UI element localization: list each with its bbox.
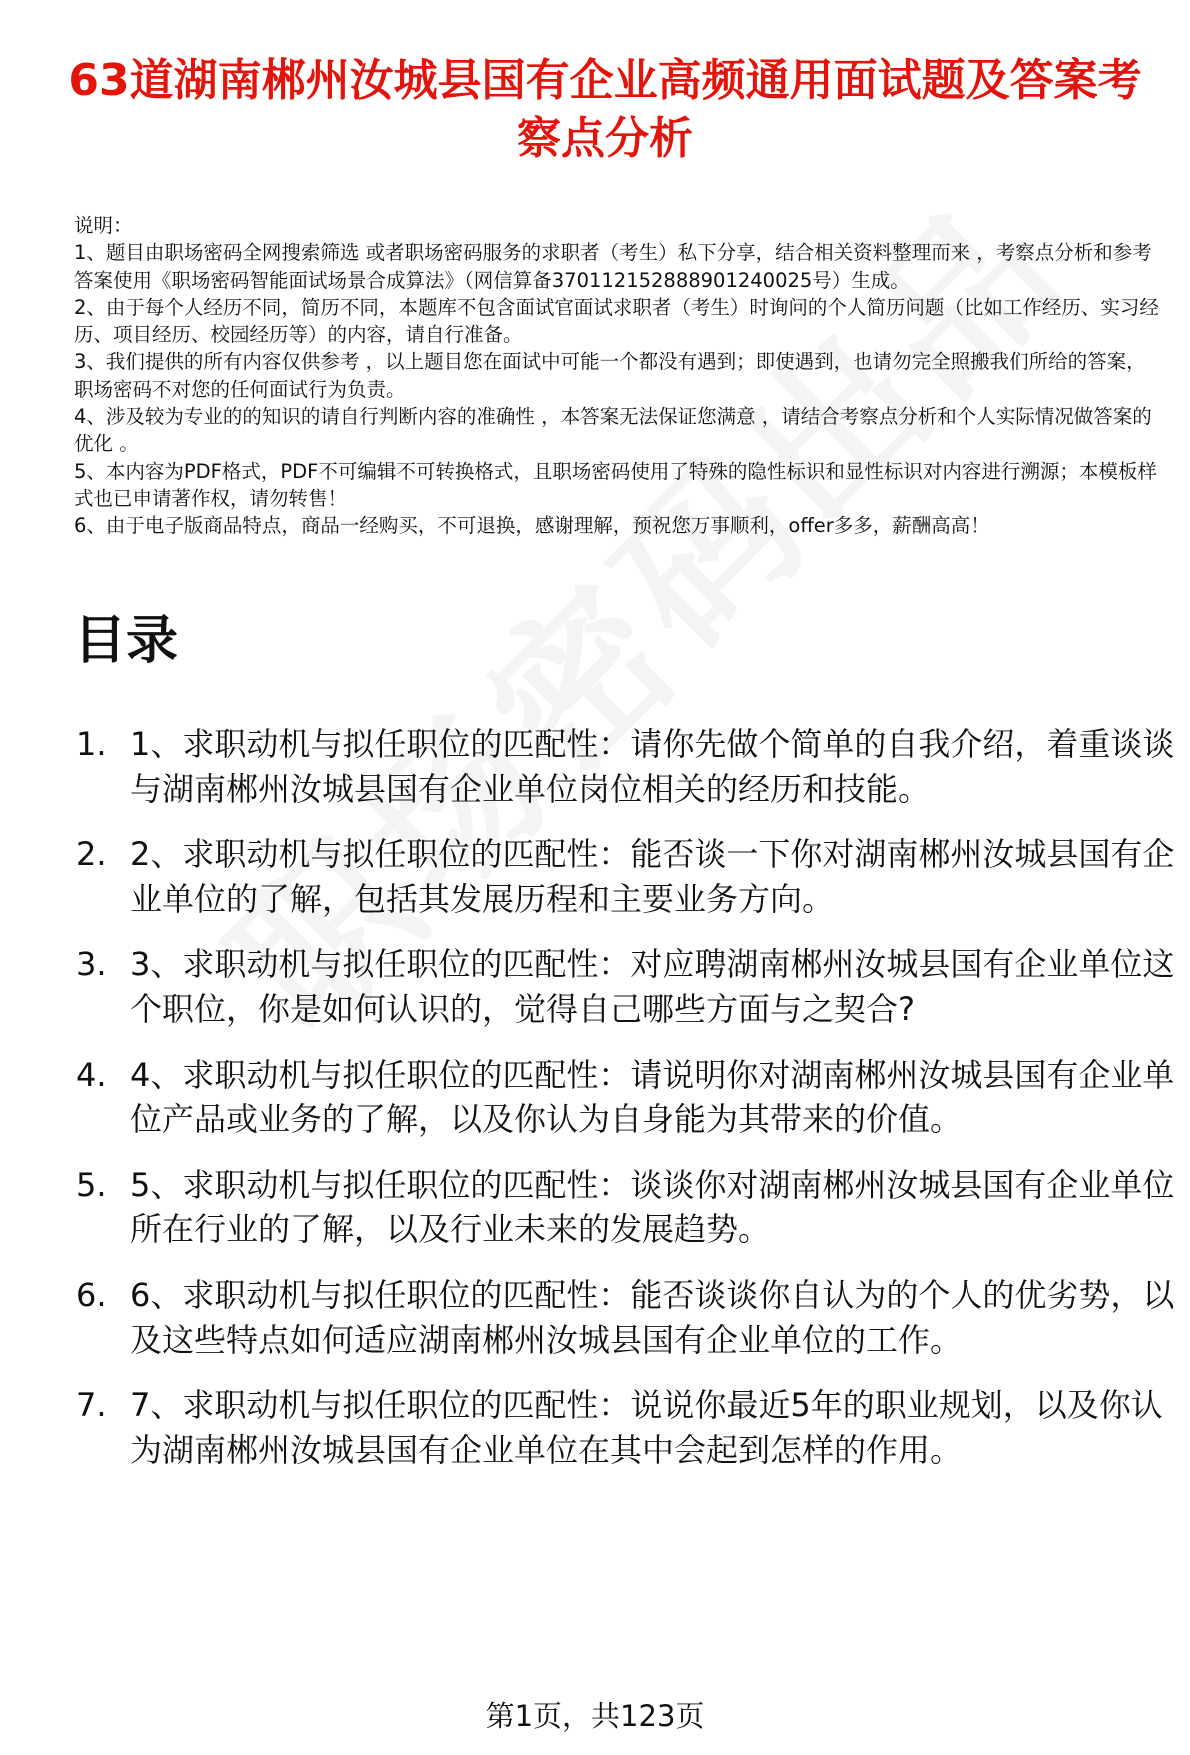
toc-item[interactable] <box>76 832 1176 921</box>
notes-item: 6、由于电子版商品特点，商品一经购买，不可退换，感谢理解，预祝您万事顺利，offer多多，薪酬高高！ <box>74 514 990 538</box>
notes-heading: 说明： <box>74 214 133 237</box>
notes-item: 4、涉及较为专业的的知识的请自行判断内容的准确性 ，本答案无法保证您满意 ，请结合考察点分析和个人实际情况做答案的优化 。 <box>74 405 1152 456</box>
toc-item-link[interactable]: 5、求职动机与拟任职位的匹配性：谈谈你对湖南郴州汝城县国有企业单位所在行业的了解，以及行业未来的发展趋势。 <box>130 1165 1175 1249</box>
notes-item: 1、题目由职场密码全网搜索筛选 或者职场密码服务的求职者（考生）私下分享，结合相关资料整理而来 ，考察点分析和参考答案使用《职场密码智能面试场景合成算法》（网信算备370112152888901240025号）生成。 <box>74 241 1152 292</box>
toc-item-link[interactable]: 2、求职动机与拟任职位的匹配性：能否谈一下你对湖南郴州汝城县国有企业单位的了解，包括其发展历程和主要业务方向。 <box>130 835 1175 918</box>
toc-item-number: 4. <box>76 1055 107 1094</box>
toc-item-link[interactable]: 6、求职动机与拟任职位的匹配性：能否谈谈你自认为的个人的优劣势，以及这些特点如何适应湖南郴州汝城县国有企业单位的工作。 <box>130 1275 1175 1359</box>
toc-item-link[interactable]: 7、求职动机与拟任职位的匹配性：说说你最近5年的职业规划，以及你认为湖南郴州汝城县国有企业单位在其中会起到怎样的作用。 <box>130 1386 1163 1469</box>
toc-item-link[interactable]: 3、求职动机与拟任职位的匹配性：对应聘湖南郴州汝城县国有企业单位这个职位，你是如何认识的，觉得自己哪些方面与之契合? <box>130 945 1175 1028</box>
toc-item-number: 7. <box>76 1386 107 1425</box>
notes-item: 2、由于每个人经历不同，简历不同，本题库不包含面试官面试求职者（考生）时询问的个人简历问题（比如工作经历、实习经历、项目经历、校园经历等）的内容，请自行准备。 <box>74 295 1159 347</box>
toc-item[interactable] <box>76 1163 1176 1252</box>
toc-item[interactable] <box>76 1273 1176 1362</box>
toc-item[interactable] <box>76 722 1176 811</box>
toc-item-number: 2. <box>76 835 107 874</box>
toc-item-number: 6. <box>76 1275 107 1314</box>
table-of-contents <box>76 722 1176 1493</box>
toc-item-number: 3. <box>76 945 107 984</box>
notes-item: 3、我们提供的所有内容仅供参考 ，以上题目您在面试中可能一个都没有遇到；即使遇到，也请勿完全照搬我们所给的答案，职场密码不对您的任何面试行为负责。 <box>74 350 1146 401</box>
toc-item[interactable] <box>76 1053 1176 1142</box>
toc-heading: 目录 <box>74 611 179 671</box>
notes-section <box>74 212 1164 540</box>
toc-item-link[interactable]: 4、求职动机与拟任职位的匹配性：请说明你对湖南郴州汝城县国有企业单位产品或业务的了解，以及你认为自身能为其带来的价值。 <box>130 1055 1175 1139</box>
document-title: 63道湖南郴州汝城县国有企业高频通用面试题及答案考察点分析 <box>68 55 1142 164</box>
toc-item[interactable] <box>76 942 1176 1031</box>
toc-item-number: 1. <box>76 725 107 763</box>
toc-item[interactable] <box>76 1383 1176 1472</box>
notes-item: 5、本内容为PDF格式，PDF不可编辑不可转换格式，且职场密码使用了特殊的隐性标识和显性标识对内容进行溯源；本模板样式也已申请著作权，请勿转售！ <box>74 459 1157 510</box>
toc-item-link[interactable]: 1、求职动机与拟任职位的匹配性：请你先做个简单的自我介绍，着重谈谈与湖南郴州汝城县国有企业单位岗位相关的经历和技能。 <box>130 725 1175 808</box>
page-number: 第1页，共123页 <box>485 1699 705 1733</box>
toc-item-number: 5. <box>76 1165 107 1204</box>
